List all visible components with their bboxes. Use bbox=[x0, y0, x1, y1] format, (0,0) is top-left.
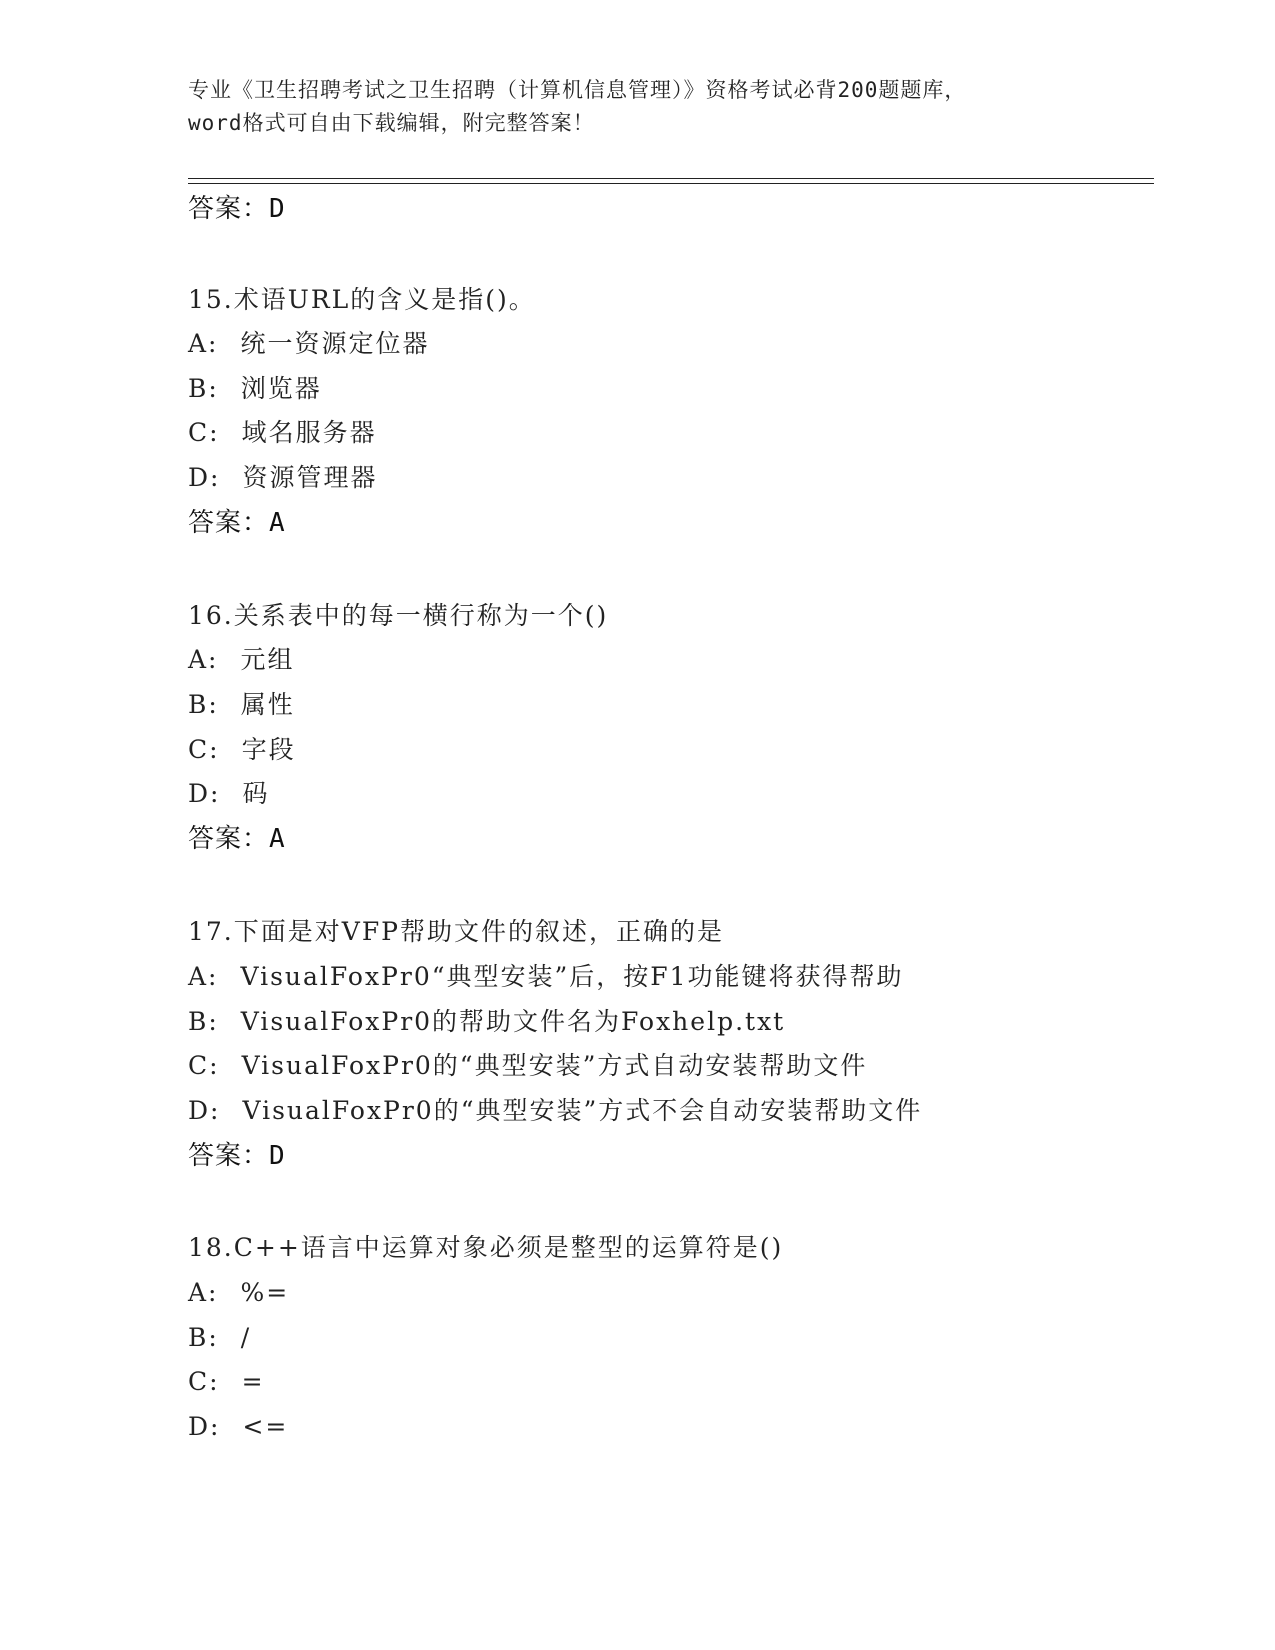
option-text: 浏览器 bbox=[240, 374, 322, 403]
answer: 答案：A bbox=[188, 824, 286, 854]
option-text: 域名服务器 bbox=[241, 418, 377, 447]
option-a bbox=[188, 327, 430, 361]
option-letter: B: bbox=[188, 690, 219, 719]
option-text: 元组 bbox=[240, 645, 295, 674]
option-b bbox=[188, 372, 322, 406]
option-text: 属性 bbox=[240, 690, 295, 719]
option-c bbox=[188, 1365, 265, 1399]
option-letter: D: bbox=[188, 1412, 221, 1441]
option-letter: C: bbox=[188, 1051, 220, 1080]
option-text: %= bbox=[240, 1278, 290, 1307]
option-d bbox=[188, 1410, 288, 1444]
header-line-1: 专业《卫生招聘考试之卫生招聘（计算机信息管理）》资格考试必背200题题库， bbox=[188, 78, 967, 102]
option-text: <= bbox=[242, 1412, 289, 1441]
option-a bbox=[188, 643, 295, 677]
question-stem: 16.关系表中的每一横行称为一个() bbox=[188, 601, 609, 630]
option-text: VisualFoxPr0的帮助文件名为Foxhelp.txt bbox=[240, 1007, 786, 1036]
option-d bbox=[188, 461, 377, 495]
option-letter: A: bbox=[188, 962, 219, 991]
option-text: 字段 bbox=[241, 735, 296, 764]
option-text: 统一资源定位器 bbox=[240, 329, 430, 358]
option-text: / bbox=[240, 1323, 252, 1352]
option-c bbox=[188, 416, 377, 450]
option-text: 资源管理器 bbox=[242, 463, 378, 492]
document-header bbox=[188, 74, 1088, 140]
question-stem: 17.下面是对VFP帮助文件的叙述，正确的是 bbox=[188, 917, 724, 946]
option-letter: D: bbox=[188, 779, 221, 808]
question-stem: 18.C++语言中运算对象必须是整型的运算符是() bbox=[188, 1233, 784, 1262]
option-letter: A: bbox=[188, 645, 219, 674]
option-text: 码 bbox=[242, 779, 270, 808]
option-letter: D: bbox=[188, 463, 221, 492]
option-c bbox=[188, 1049, 867, 1083]
option-a bbox=[188, 960, 904, 994]
option-a bbox=[188, 1276, 289, 1310]
header-divider-top bbox=[188, 178, 1154, 179]
option-b bbox=[188, 1321, 251, 1355]
previous-answer: 答案：D bbox=[188, 194, 286, 224]
option-letter: C: bbox=[188, 735, 220, 764]
option-letter: B: bbox=[188, 1323, 219, 1352]
option-c bbox=[188, 733, 296, 767]
question-stem: 15.术语URL的含义是指()。 bbox=[188, 285, 536, 314]
option-letter: A: bbox=[188, 329, 219, 358]
option-text: VisualFoxPr0的“典型安装”方式不会自动安装帮助文件 bbox=[242, 1096, 923, 1125]
answer: 答案：D bbox=[188, 1141, 286, 1171]
option-letter: D: bbox=[188, 1096, 221, 1125]
option-text: VisualFoxPr0“典型安装”后，按F1功能键将获得帮助 bbox=[240, 962, 904, 991]
option-d bbox=[188, 777, 269, 811]
option-b bbox=[188, 688, 295, 722]
header-divider-bottom bbox=[188, 183, 1154, 184]
answer: 答案：A bbox=[188, 508, 286, 538]
option-letter: B: bbox=[188, 1007, 219, 1036]
option-letter: A: bbox=[188, 1278, 219, 1307]
option-letter: B: bbox=[188, 374, 219, 403]
option-letter: C: bbox=[188, 1367, 220, 1396]
option-text: VisualFoxPr0的“典型安装”方式自动安装帮助文件 bbox=[241, 1051, 868, 1080]
option-d bbox=[188, 1094, 922, 1128]
option-b bbox=[188, 1005, 785, 1039]
header-line-2: word格式可自由下载编辑，附完整答案！ bbox=[188, 111, 595, 135]
option-text: = bbox=[241, 1367, 265, 1396]
option-letter: C: bbox=[188, 418, 220, 447]
